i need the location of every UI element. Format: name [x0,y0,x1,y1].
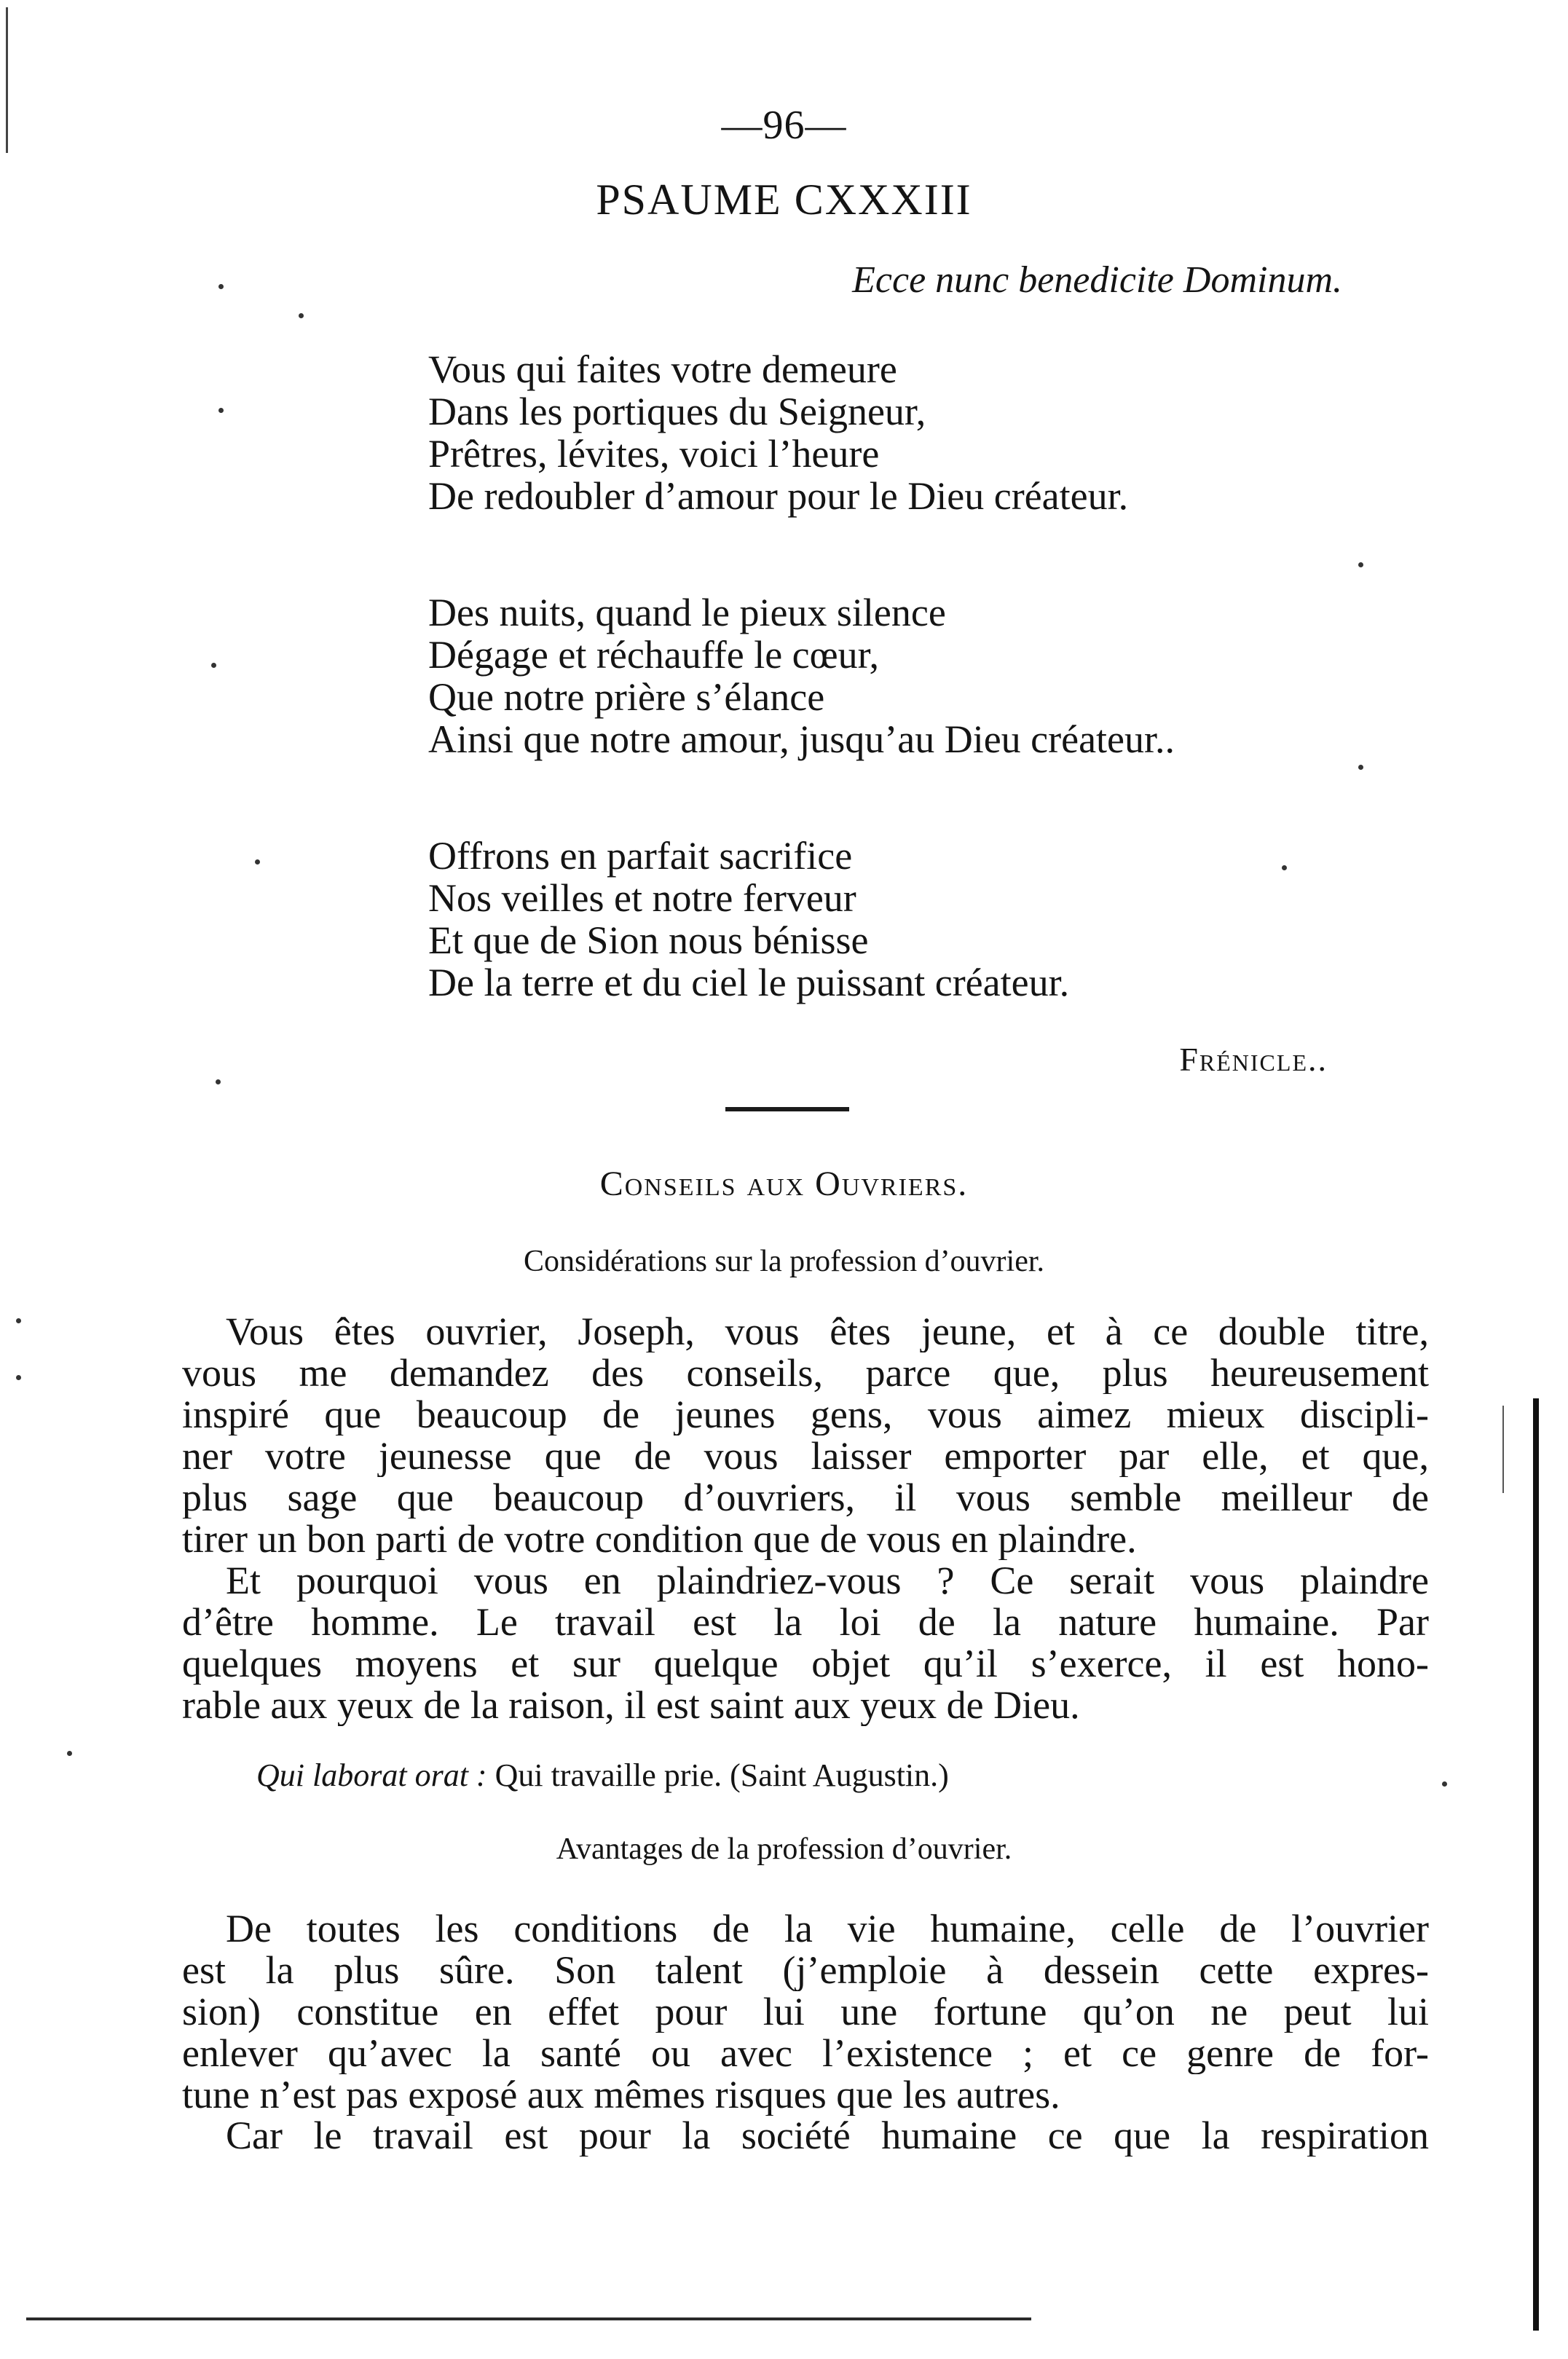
latin-incipit: Ecce nunc benedicite Dominum. [852,259,1342,301]
poem-stanza [428,591,1175,760]
verse-line: De la terre et du ciel le puissant créateur. [428,961,1070,1004]
speck [211,663,216,668]
section-title: Conseils aux Ouvriers. [599,1165,969,1203]
body-paragraph [182,1560,1429,1726]
subsection-title: Avantages de la profession d’ouvrier. [556,1832,1012,1866]
speck [1442,1781,1447,1787]
quote-latin: Qui laborat orat : [256,1757,487,1793]
verse-line: Que notre prière s’élance [428,675,825,719]
bottom-scan-line [26,2317,1031,2320]
speck [218,408,224,413]
speck [1358,765,1363,770]
body-paragraph [182,2115,1429,2157]
text-line: plus sage que beaucoup d’ouvriers, il vous semble meilleur de [182,1477,1429,1519]
text-line: sion) constitue en effet pour lui une fortune qu’on ne peut lui [182,1991,1429,2033]
speck [16,1375,21,1380]
text-line: vous me demandez des conseils, parce que, plus heureusement [182,1352,1429,1394]
poem-author: Frénicle.. [1179,1041,1328,1078]
text-line: Vous êtes ouvrier, Joseph, vous êtes jeune, et à ce double titre, [226,1311,1429,1352]
speck [218,284,224,289]
text-line: quelques moyens et sur quelque objet qu’il s’exerce, il est hono- [182,1643,1429,1685]
verse-line: De redoubler d’amour pour le Dieu créateur. [428,474,1129,518]
speck [16,1318,21,1323]
verse-line: Offrons en parfait sacrifice [428,834,853,878]
text-line: tune n’est pas exposé aux mêmes risques que les autres. [182,2074,1060,2116]
quote-translation: Qui travaille prie. (Saint Augustin.) [486,1757,949,1793]
verse-line: Vous qui faites votre demeure [428,347,897,391]
verse-line: Dégage et réchauffe le cœur, [428,633,879,677]
speck [299,313,304,318]
body-paragraph [182,1311,1429,1560]
text-line: enlever qu’avec la santé ou avec l’existence ; et ce genre de for- [182,2033,1429,2074]
speck [1358,562,1363,567]
speck [216,1079,221,1084]
verse-line: Dans les portiques du Seigneur, [428,390,926,433]
subsection-title: Considérations sur la profession d’ouvrier. [523,1245,1045,1278]
text-line: tirer un bon parti de votre condition que de vous en plaindre. [182,1519,1137,1560]
text-line: est la plus sûre. Son talent (j’emploie à dessein cette expres- [182,1950,1429,1991]
section-divider [725,1107,849,1111]
augustine-quote [256,1757,949,1794]
psalm-title: PSAUME CXXXIII [596,176,972,224]
verse-line: Nos veilles et notre ferveur [428,876,856,920]
page-edge-mark [1502,1406,1504,1493]
text-line: Et pourquoi vous en plaindriez-vous ? Ce serait vous plaindre [226,1560,1429,1602]
text-line: rable aux yeux de la raison, il est saint aux yeux de Dieu. [182,1685,1080,1726]
verse-line: Ainsi que notre amour, jusqu’au Dieu créateur.. [428,717,1175,761]
body-paragraph [182,1908,1429,2116]
verse-line: Des nuits, quand le pieux silence [428,591,946,634]
verse-line: Et que de Sion nous bénisse [428,918,869,962]
text-line: inspiré que beaucoup de jeunes gens, vous aimez mieux discipli- [182,1394,1429,1436]
text-line: d’être homme. Le travail est la loi de la nature humaine. Par [182,1602,1429,1643]
speck [1282,865,1287,870]
speck [255,859,260,865]
poem-stanza [428,348,1128,517]
verse-line: Prêtres, lévites, voici l’heure [428,432,880,476]
speck [67,1751,72,1756]
page-edge-shadow [1533,1398,1539,2331]
poem-stanza [428,835,1069,1004]
page-number: —96— [721,103,847,148]
text-line: Car le travail est pour la société humaine ce que la respiration [226,2115,1429,2157]
text-line: ner votre jeunesse que de vous laisser emporter par elle, et que, [182,1436,1429,1477]
text-line: De toutes les conditions de la vie humaine, celle de l’ouvrier [226,1908,1429,1950]
